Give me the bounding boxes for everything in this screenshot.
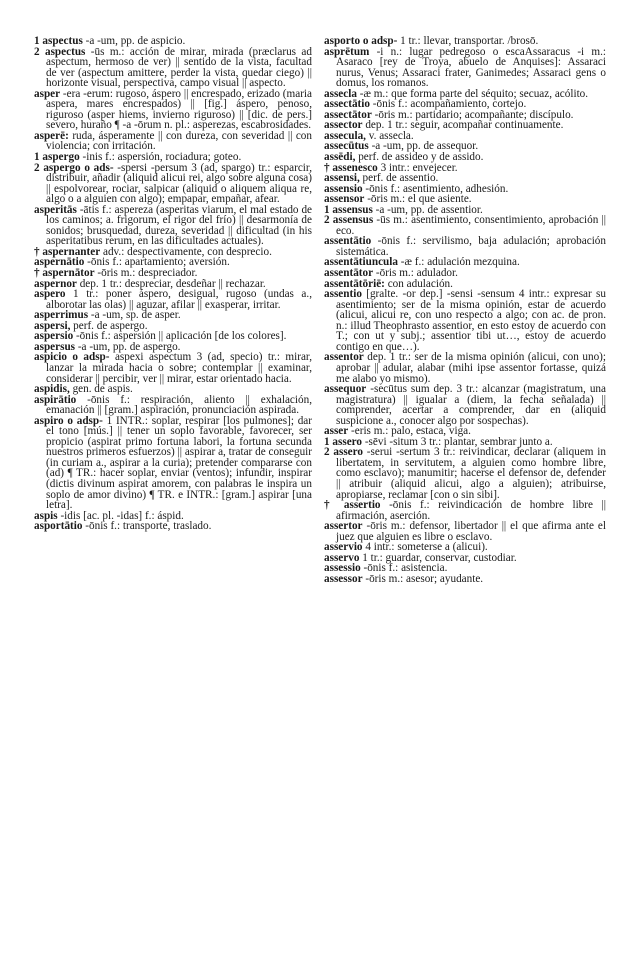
headword: assecla <box>324 87 357 100</box>
definition: -ōris m.: despreciador. <box>94 267 198 280</box>
definition: gen. de aspis. <box>69 383 133 396</box>
definition: -secūtus sum dep. 3 tr.: alcanzar (magistratum, una magistratura) || igualar a (diem, la fecha señalada) || comprender, acertar a comprender, dar en (aliquid suspicione a., conocer algo por sospechas). <box>336 383 606 427</box>
dictionary-entry <box>34 351 312 385</box>
definition: -ōnis f.: asentimiento, adhesión. <box>362 182 509 195</box>
headword: 1 aspectus <box>34 35 83 47</box>
headword: 1 aspergo <box>34 151 80 164</box>
definition: v. assecla. <box>365 129 414 142</box>
dictionary-entry <box>324 520 606 543</box>
headword: aspirātio <box>34 393 77 406</box>
definition: aspexi aspectum 3 (ad, specio) tr.: mirar, lanzar la mirada hacia o sobre; contemplar || examinar, considerar || percibir, ver || mirar, estar orientado hacia. <box>46 351 312 385</box>
headword: asportātio <box>34 520 83 533</box>
headword: asporto o adsp- <box>324 35 398 47</box>
headword: aspersus <box>34 340 76 353</box>
headword: asservio <box>324 541 363 554</box>
headword: assessio <box>324 562 361 575</box>
dictionary-entry <box>324 446 606 501</box>
dictionary-entry <box>324 499 606 522</box>
dictionary-entry <box>324 151 606 164</box>
definition: -spersi -persum 3 (ad, spargo) tr.: esparcir, distribuir, añadir (aliquid alicui rei, algo sobre alguna cosa) || espolvorear, rociar, salpicar (aliquid o aliquem aliqua re, algo o a alguien con algo); empapar, empañar, afear. <box>46 161 312 206</box>
headword: asser <box>324 425 349 438</box>
headword: 2 assensus <box>324 214 374 227</box>
headword: asperrimus <box>34 309 89 322</box>
definition: -a -um, pp. de aspicio. <box>82 35 186 47</box>
headword: assessor <box>324 572 363 585</box>
dictionary-entry <box>34 87 312 132</box>
definition: 1 tr.: poner áspero, desigual, rugoso (undas a., alborotar las olas) || aguzar, afilar || exasperar, irritar. <box>46 288 312 311</box>
dictionary-entry <box>34 203 312 248</box>
headword: assectātio <box>324 98 370 111</box>
headword: assertor <box>324 520 363 533</box>
headword: 2 aspergo o ads- <box>34 161 114 174</box>
headword: aspis <box>34 509 58 522</box>
definition: -ōnis f.: transporte, traslado. <box>82 520 212 533</box>
definition: -ōnis f.: apartamiento; aversión. <box>84 256 230 269</box>
headword: asper <box>34 87 61 100</box>
dictionary-entry <box>324 235 606 258</box>
definition: 1 INTR.: soplar, respirar [los pulmones]; dar el tono [mús.] || tener un soplo favorable, favorecer, ser propicio (aspirat primo fortuna labori, la fortuna secunda nuestros primeros esfuerzos) || aspirar a, tratar de conseguir (in curiam a., aspirar a la curia); pretender compararse con (ad) ¶ TR.: hacer soplar, enviar (ventos); infundir, inspirar (dictis divinum aspirat amorem, con palabras le inspira un soplo de amor divino) ¶ TR. e INTR.: [gram.] aspirar [una letra]. <box>46 414 312 512</box>
definition: -serui -sertum 3 tr.: reivindicar, declarar (aliquem in libertatem, in servitutem, a alguien como hombre libre, como esclavo); manumitir; hacerse el defensor de, defender || atribuir (aliquid alicui, algo a alguien); atribuirse, apropiarse, reclamar [con o sin sibi]. <box>336 446 606 501</box>
definition: -era -erum: rugoso, áspero || encrespado, erizado (maria aspera, mares encrespados) || [fig.] áspero, penoso, riguroso (asper hiems, invierno riguroso) || [dic. de pers.] severo, huraño ¶ -a -ōrum n. pl.: asperezas, escabrosidades. <box>46 87 312 132</box>
headword: 1 assero <box>324 435 363 448</box>
dictionary-entry <box>324 214 606 237</box>
definition: -æ f.: adulación mezquina. <box>397 256 520 269</box>
definition: 3 intr.: envejecer. <box>377 161 458 174</box>
headword: aspersi, <box>34 319 71 332</box>
headword: † assertio <box>324 499 381 512</box>
definition: con adulación. <box>384 277 453 290</box>
dictionary-entry <box>34 129 312 153</box>
headword: assecula, <box>324 129 366 142</box>
headword: † aspernātor <box>34 267 95 280</box>
definition: -a -um, sp. de asper. <box>88 309 181 322</box>
headword: † aspernanter <box>34 245 101 258</box>
dictionary-entry <box>324 267 606 280</box>
definition: -ōnis f.: respiración, aliento || exhalación, emanación || [gram.] aspiración, pronunciación aspirada. <box>46 393 312 417</box>
definition: -ōnis f.: servilismo, baja adulación; aprobación sistemática. <box>336 235 606 258</box>
left-column <box>34 36 312 532</box>
definition: adv.: despectivamente, con desprecio. <box>100 245 272 258</box>
definition: -æ m.: que forma parte del séquito; secuaz, acólito. <box>356 87 589 100</box>
definition: ruda, ásperamente || con dureza, con severidad || con violencia; con irritación. <box>46 129 312 153</box>
right-column <box>324 36 606 584</box>
headword: asprētum <box>324 45 370 58</box>
definition: -a -um, pp. de aspergo. <box>75 340 181 353</box>
headword: assentātio <box>324 235 372 248</box>
definition: perf. de assentio. <box>359 172 439 185</box>
dictionary-entry <box>34 161 312 206</box>
definition: -ūs m.: acción de mirar, mirada (præclarus ad aspectum, hermoso de ver) || sentido de la vista, facultad de ver (aspectum amittere, perder la vista, quedar ciego) || horizonte visual, perspectiva, campo visual || aspecto. <box>46 45 312 90</box>
headword: aspernātio <box>34 256 85 269</box>
definition: -ōris m.: el que asiente. <box>364 193 472 206</box>
headword: aspernor <box>34 277 77 290</box>
headword: assector <box>324 119 363 132</box>
headword: assensio <box>324 182 363 195</box>
dictionary-entry <box>324 351 606 385</box>
dictionary-entry <box>34 520 312 533</box>
definition: -i n.: lugar pedregoso o escaAssaracus -i m.: Asaraco [rey de Troya, abuelo de Anquises]: Assaraci nurus, Venus; Assaraci frater, Ganimedes; Assaraci gens o domus, los romanos. <box>336 45 606 90</box>
headword: assentio <box>324 288 362 301</box>
headword: assensi, <box>324 172 360 185</box>
headword: aspiro o adsp- <box>34 414 103 427</box>
definition: 1 tr.: llevar, transportar. /brosō. <box>397 35 539 47</box>
dictionary-entry <box>324 45 606 90</box>
definition: -ōris m.: adulador. <box>373 267 458 280</box>
headword: 1 assensus <box>324 203 373 216</box>
headword: assecūtus <box>324 140 369 153</box>
definition: 1 tr.: guardar, conservar, custodiar. <box>359 551 517 564</box>
definition: dep. 1 tr.: seguir, acompañar continuamente. <box>362 119 564 132</box>
dictionary-entry <box>34 393 312 417</box>
headword: asperē: <box>34 129 69 142</box>
headword: asservo <box>324 551 360 564</box>
definition: -ōnis f.: asistencia. <box>360 562 448 575</box>
headword: aspero <box>34 288 66 301</box>
headword: aspicio o adsp- <box>34 351 110 364</box>
definition: -idis [ac. pl. -idas] f.: áspid. <box>57 509 184 522</box>
headword: assequor <box>324 383 367 396</box>
definition: perf. de aspergo. <box>70 319 148 332</box>
headword: † assenesco <box>324 161 378 174</box>
headword: assēdi, <box>324 151 356 164</box>
dictionary-entry <box>34 45 312 90</box>
definition: dep. 1 tr.: despreciar, desdeñar || rechazar. <box>76 277 266 290</box>
headword: assectātor <box>324 108 372 121</box>
definition: -ātis f.: aspereza (asperitas viarum, el mal estado de los caminos; a. frigorum, el rigor del frío) || desarmonía de sonidos; brusquedad, dureza, severidad || dificultad (in his asperitatibus rerum, en las dificultades actuales). <box>46 203 312 248</box>
definition: -ūs m.: asentimiento, consentimiento, aprobación || eco. <box>336 214 606 237</box>
definition: -ōris m.: asesor; ayudante. <box>362 572 484 585</box>
headword: 2 assero <box>324 446 364 459</box>
definition: perf. de assideo y de assido. <box>355 151 484 164</box>
definition: 4 intr.: someterse a (alicui). <box>362 541 488 554</box>
definition: -eris m.: palo, estaca, viga. <box>348 425 471 438</box>
definition: -ōnis f.: reivindicación de hombre libre || afirmación, aserción. <box>336 499 606 522</box>
headword: assentātor <box>324 267 374 280</box>
definition: -a -um, pp. de assentior. <box>372 203 483 216</box>
headword: assentātōriē: <box>324 277 385 290</box>
definition: -a -um, pp. de assequor. <box>368 140 479 153</box>
headword: aspidis, <box>34 383 70 396</box>
definition: [gralte. -or dep.] -sensi -sensum 4 intr.: expresar su asentimiento; ser de la misma opinión, estar de acuerdo (alicui, alicui re, con uno respecto a algo; con ac. de pron. n.: illud Theophrasto assentior, en esto estoy de acuerdo con T.; con ut y subj.; assentior tibi ut…, estoy de acuerdo contigo en que…). <box>336 288 606 353</box>
definition: -ōris m.: partidario; acompañante; discípulo. <box>371 108 574 121</box>
dictionary-entry <box>324 572 606 585</box>
headword: asperitās <box>34 203 77 216</box>
dictionary-entry <box>34 414 312 512</box>
headword: aspersio <box>34 330 74 343</box>
dictionary-entry <box>34 288 312 311</box>
definition: -inis f.: aspersión, rociadura; goteo. <box>79 151 242 164</box>
definition: -ōnis f.: acompañamiento, cortejo. <box>369 98 527 111</box>
definition: -sēvi -situm 3 tr.: plantar, sembrar junto a. <box>362 435 553 448</box>
headword: assentor <box>324 351 364 364</box>
headword: assentātiuncula <box>324 256 398 269</box>
dictionary-entry <box>324 383 606 427</box>
headword: 2 aspectus <box>34 45 86 58</box>
dictionary-entry <box>324 288 606 353</box>
headword: assensor <box>324 193 365 206</box>
definition: dep. 1 tr.: ser de la misma opinión (alicui, con uno); aprobar || adular, alabar (mihi ipse assentor fortasse, quizá me alabo yo mismo). <box>336 351 606 385</box>
definition: -ōnis f.: aspersión || aplicación [de los colores]. <box>73 330 287 343</box>
definition: -ōris m.: defensor, libertador || el que afirma ante el juez que alguien es libre o esclavo. <box>336 520 606 543</box>
